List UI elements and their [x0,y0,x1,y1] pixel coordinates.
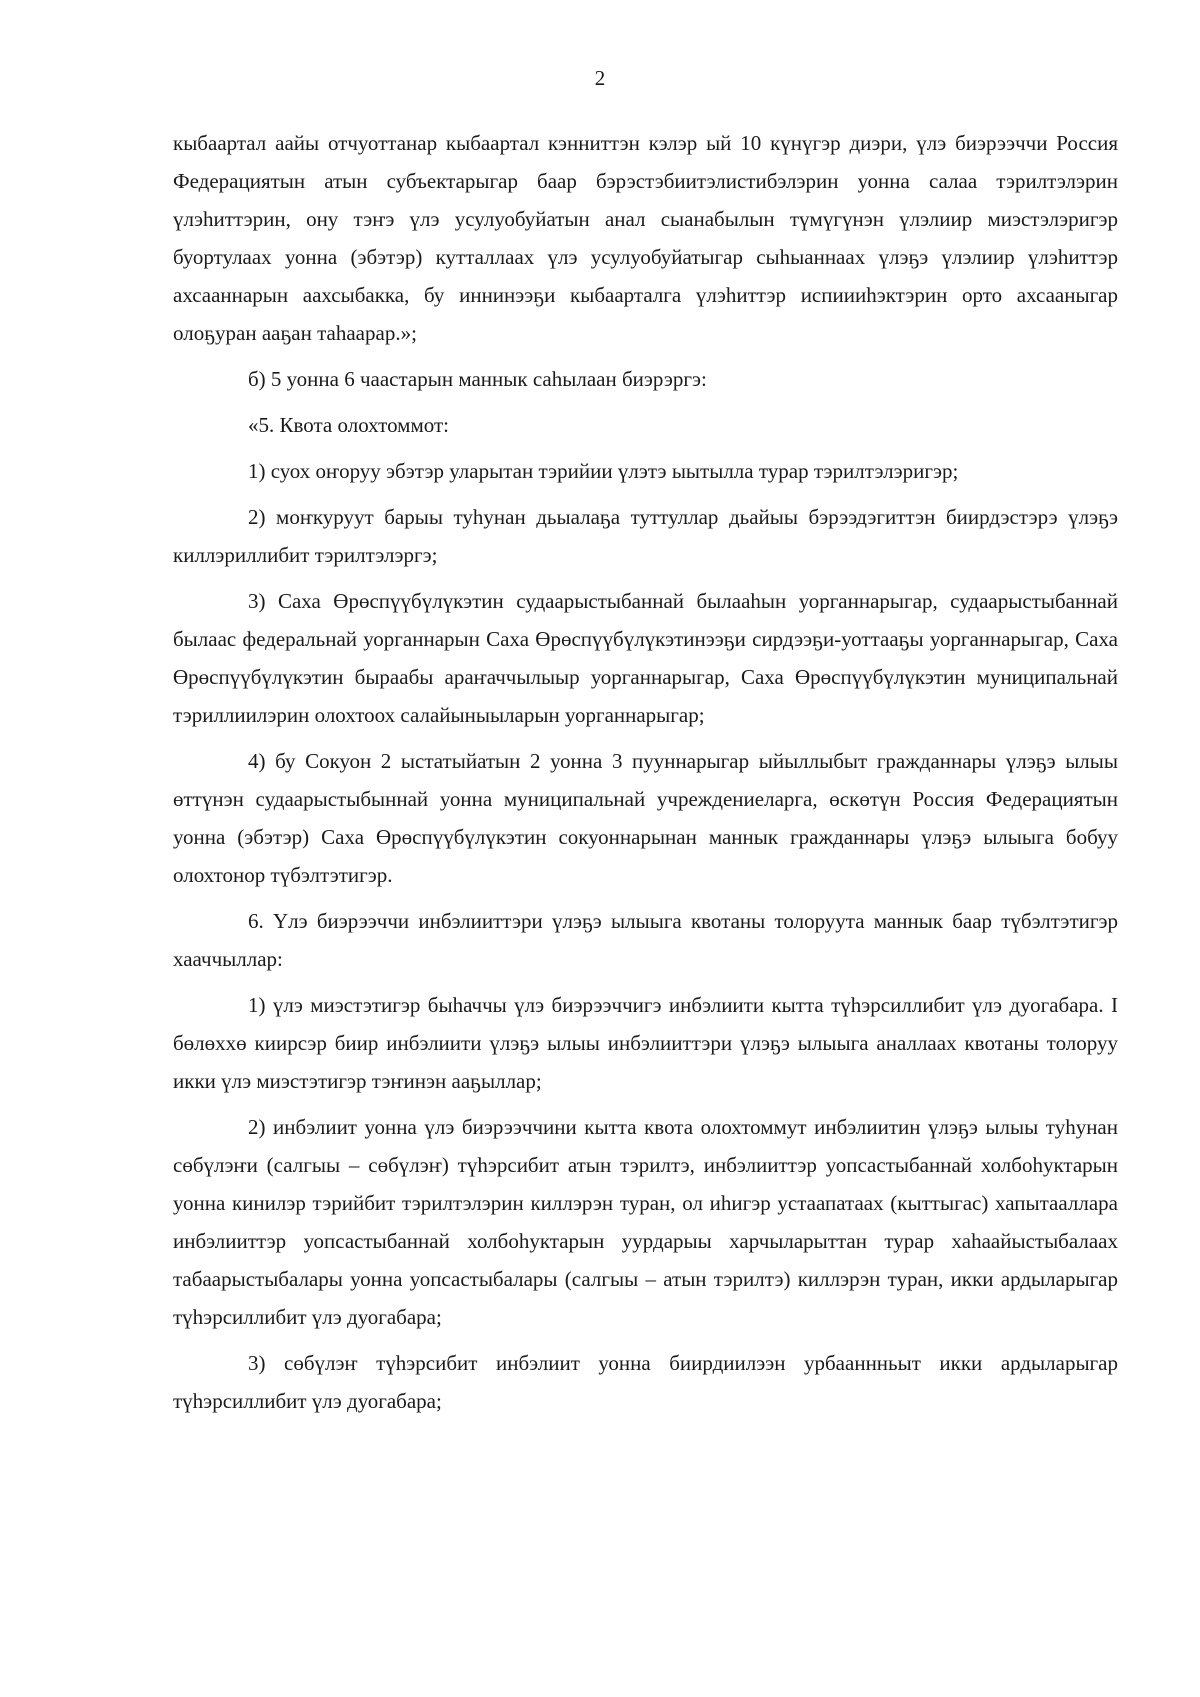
page-number: 2 [594,66,606,90]
paragraph: 4) бу Сокуон 2 ыстатыйатын 2 уонна 3 пууннарыгар ыйыллыбыт гражданнары үлэҕэ ылыы өттүнэн судаарыстыбыннай уонна муниципальнай учреждениеларга, өскөтүн Россия Федерациятын уонна (эбэтэр) Саха Өрөспүүбүлүкэтин сокуоннарынан маннык гражданнары үлэҕэ ылыыга бобуу олохтонор түбэлтэтигэр. [173,749,1118,887]
paragraph: 6. Үлэ биэрээччи инбэлииттэри үлэҕэ ылыыга квотаны толоруута маннык баар түбэлтэтигэр хааччыллар: [173,909,1118,971]
paragraph: 1) үлэ миэстэтигэр быһаччы үлэ биэрээччигэ инбэлиити кытта түһэрсиллибит үлэ дуогабара. I бөлөххө киирсэр биир инбэлиити үлэҕэ ылыы инбэлииттэри үлэҕэ ылыыга аналлаах квотаны толоруу икки үлэ миэстэтигэр тэҥинэн ааҕыллар; [173,993,1118,1093]
paragraph: 2) инбэлиит уонна үлэ биэрээччини кытта квота олохтоммут инбэлиитин үлэҕэ ылыы туһунан сөбүлэҥи (салгыы – сөбүлэҥ) түһэрсибит атын тэрилтэ, инбэлииттэр уопсастыбаннай холбоһуктарын уонна кинилэр тэрийбит тэрилтэлэрин киллэрэн туран, ол иһигэр устаапатаах (кыттыгас) хапытааллара инбэлииттэр уопсастыбаннай холбоһуктарын уурдарыы харчыларыттан турар хаһаайыстыбалаах табаарыстыбалары уонна уопсастыбалары (салгыы – атын тэрилтэ) киллэрэн туран, икки ардыларыгар түһэрсиллибит үлэ дуогабара; [173,1115,1118,1329]
document-body [173,124,1118,1428]
paragraph: «5. Квота олохтоммот: [248,413,449,437]
paragraph: б) 5 уонна 6 чаастарын маннык саһылаан биэрэргэ: [248,367,707,391]
paragraph: 3) Саха Өрөспүүбүлүкэтин судаарыстыбаннай былааһын уорганнарыгар, судаарыстыбаннай былаас федеральнай уорганнарын Саха Өрөспүүбүлүкэтинээҕи сирдээҕи-уоттааҕы уорганнарыгар, Саха Өрөспүүбүлүкэтин быраабы араҥаччылыыр уорганнарыгар, Саха Өрөспүүбүлүкэтин муниципальнай тэриллиилэрин олохтоох салайыныыларын уорганнарыгар; [173,589,1118,727]
paragraph: 3) сөбүлэҥ түһэрсибит инбэлиит уонна биирдиилээн урбааннньыт икки ардыларыгар түһэрсиллибит үлэ дуогабара; [173,1351,1118,1413]
paragraph: 2) моҥкуруут барыы туһунан дьыалаҕа туттуллар дьайыы бэрээдэгиттэн биирдэстэрэ үлэҕэ киллэриллибит тэрилтэлэргэ; [173,505,1118,567]
paragraph: кыбаартал аайы отчуоттанар кыбаартал кэнниттэн кэлэр ый 10 күнүгэр диэри, үлэ биэрээччи Россия Федерациятын атын субъектарыгар баар бэрэстэбиитэлистибэлэрин уонна салаа тэрилтэлэрин үлэһиттэрин, ону тэҥэ үлэ усулуобуйатын анал сыанабылын түмүгүнэн үлэлиир миэстэлэригэр буортулаах уонна (эбэтэр) кутталлаах үлэ усулуобуйатыгар сыһыаннаах үлэҕэ үлэлиир үлэһиттэр ахсааннарын аахсыбакка, бу иннинээҕи кыбаарталга үлэһиттэр испиииһэктэрин орто ахсааныгар олоҕуран ааҕан таһаарар.»; [173,131,1118,345]
paragraph: 1) суох оҥоруу эбэтэр уларытан тэрийии үлэтэ ыытылла турар тэрилтэлэригэр; [248,459,959,483]
